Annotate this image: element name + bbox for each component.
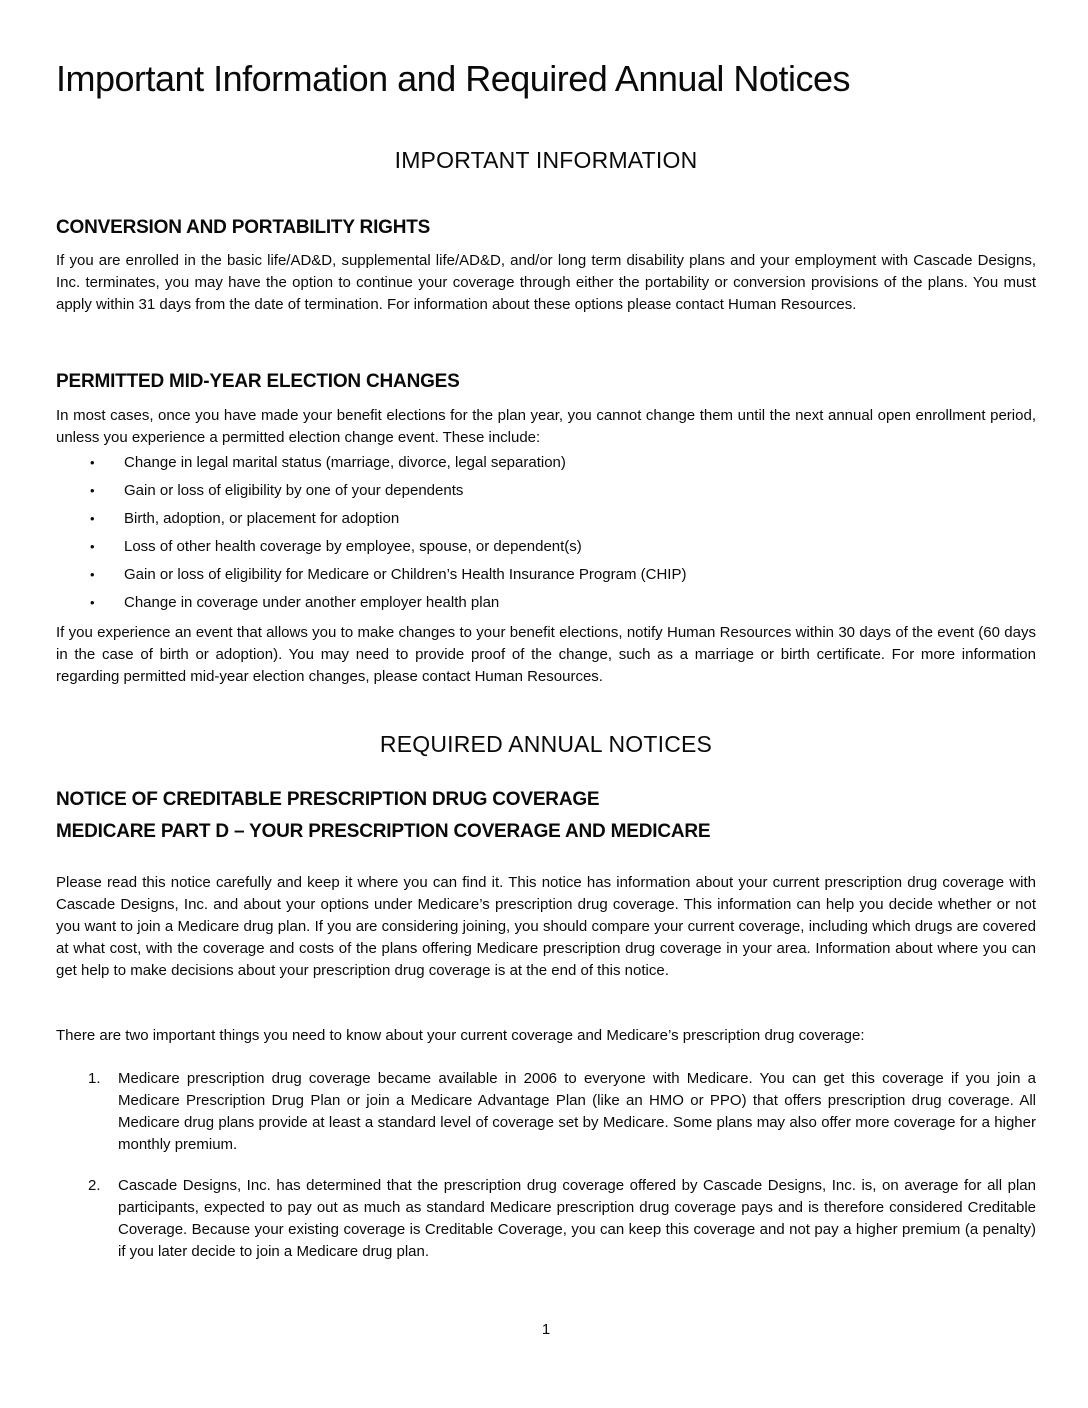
heading-medicare-part-d: MEDICARE PART D – YOUR PRESCRIPTION COVERAGE AND MEDICARE bbox=[56, 821, 711, 842]
paragraph-conversion-portability: If you are enrolled in the basic life/AD&D, supplemental life/AD&D, and/or long term disability plans and your employment with Cascade Designs, Inc. terminates, you may have the option to continue your coverage through either the portability or conversion provisions of the plans. You must apply within 31 days from the date of termination. For information about these options please contact Human Resources. bbox=[56, 252, 1036, 313]
list-item-text: Change in legal marital status (marriage, divorce, legal separation) bbox=[124, 454, 566, 471]
bullet-icon: • bbox=[90, 595, 95, 610]
list-item bbox=[56, 592, 1036, 613]
bullet-icon: • bbox=[90, 567, 95, 582]
list-item bbox=[56, 536, 1036, 557]
list-item-text: Gain or loss of eligibility for Medicare or Children’s Health Insurance Program (CHIP) bbox=[124, 566, 687, 583]
section-heading-important-information: IMPORTANT INFORMATION bbox=[394, 147, 698, 173]
list-item bbox=[56, 564, 1036, 585]
list-item-text: Birth, adoption, or placement for adoption bbox=[124, 510, 400, 527]
numbered-item-text: Cascade Designs, Inc. has determined that the prescription drug coverage offered by Cascade Designs, Inc. is, on average for all plan participants, expected to pay out as much as standard Medicare prescription drug coverage pays and is therefore considered Creditable Coverage. Because your existing coverage is Creditable Coverage, you can keep this coverage and not pay a higher premium (a penalty) if you later decide to join a Medicare drug plan. bbox=[118, 1177, 1036, 1260]
list-item-text: Gain or loss of eligibility by one of your dependents bbox=[124, 482, 464, 499]
document-title: Important Information and Required Annual Notices bbox=[56, 58, 850, 99]
list-item bbox=[56, 452, 1036, 473]
item-number: 2. bbox=[88, 1177, 101, 1194]
paragraph-permitted-intro: In most cases, once you have made your benefit elections for the plan year, you cannot change them until the next annual open enrollment period, unless you experience a permitted election change event. These include: bbox=[56, 407, 1036, 446]
item-number: 1. bbox=[88, 1070, 101, 1087]
list-item bbox=[56, 508, 1036, 529]
heading-permitted-midyear-election-changes: PERMITTED MID-YEAR ELECTION CHANGES bbox=[56, 371, 460, 392]
heading-conversion-portability-rights: CONVERSION AND PORTABILITY RIGHTS bbox=[56, 217, 431, 238]
paragraph-medicare-notice: Please read this notice carefully and keep it where you can find it. This notice has information about your current prescription drug coverage with Cascade Designs, Inc. and about your options under Medicare’s prescription drug coverage. This information can help you decide whether or not you want to join a Medicare drug plan. If you are considering joining, you should compare your current coverage, including which drugs are covered at what cost, with the coverage and costs of the plans offering Medicare prescription drug coverage in your area. Information about where you can get help to make decisions about your prescription drug coverage is at the end of this notice. bbox=[56, 874, 1036, 979]
numbered-item-1 bbox=[56, 1068, 1036, 1156]
page-number: 1 bbox=[541, 1321, 551, 1338]
permitted-changes-bullet-list bbox=[56, 452, 1036, 620]
paragraph-permitted-outro: If you experience an event that allows you to make changes to your benefit elections, notify Human Resources within 30 days of the event (60 days in the case of birth or adoption). You may need to provide proof of the change, such as a marriage or birth certificate. For more information regarding permitted mid-year election changes, please contact Human Resources. bbox=[56, 624, 1036, 685]
numbered-item-2 bbox=[56, 1175, 1036, 1263]
section-heading-required-annual-notices: REQUIRED ANNUAL NOTICES bbox=[379, 731, 713, 757]
bullet-icon: • bbox=[90, 539, 95, 554]
paragraph-two-important-things: There are two important things you need to know about your current coverage and Medicare’s prescription drug coverage: bbox=[56, 1027, 865, 1044]
numbered-item-text: Medicare prescription drug coverage became available in 2006 to everyone with Medicare. You can get this coverage if you join a Medicare Prescription Drug Plan or join a Medicare Advantage Plan (like an HMO or PPO) that offers prescription drug coverage. All Medicare drug plans provide at least a standard level of coverage set by Medicare. Some plans may also offer more coverage for a higher monthly premium. bbox=[118, 1070, 1036, 1153]
bullet-icon: • bbox=[90, 511, 95, 526]
heading-creditable-drug-coverage: NOTICE OF CREDITABLE PRESCRIPTION DRUG COVERAGE bbox=[56, 789, 600, 810]
bullet-icon: • bbox=[90, 455, 95, 470]
list-item bbox=[56, 480, 1036, 501]
list-item-text: Change in coverage under another employer health plan bbox=[124, 594, 500, 611]
list-item-text: Loss of other health coverage by employee, spouse, or dependent(s) bbox=[124, 538, 582, 555]
bullet-icon: • bbox=[90, 483, 95, 498]
